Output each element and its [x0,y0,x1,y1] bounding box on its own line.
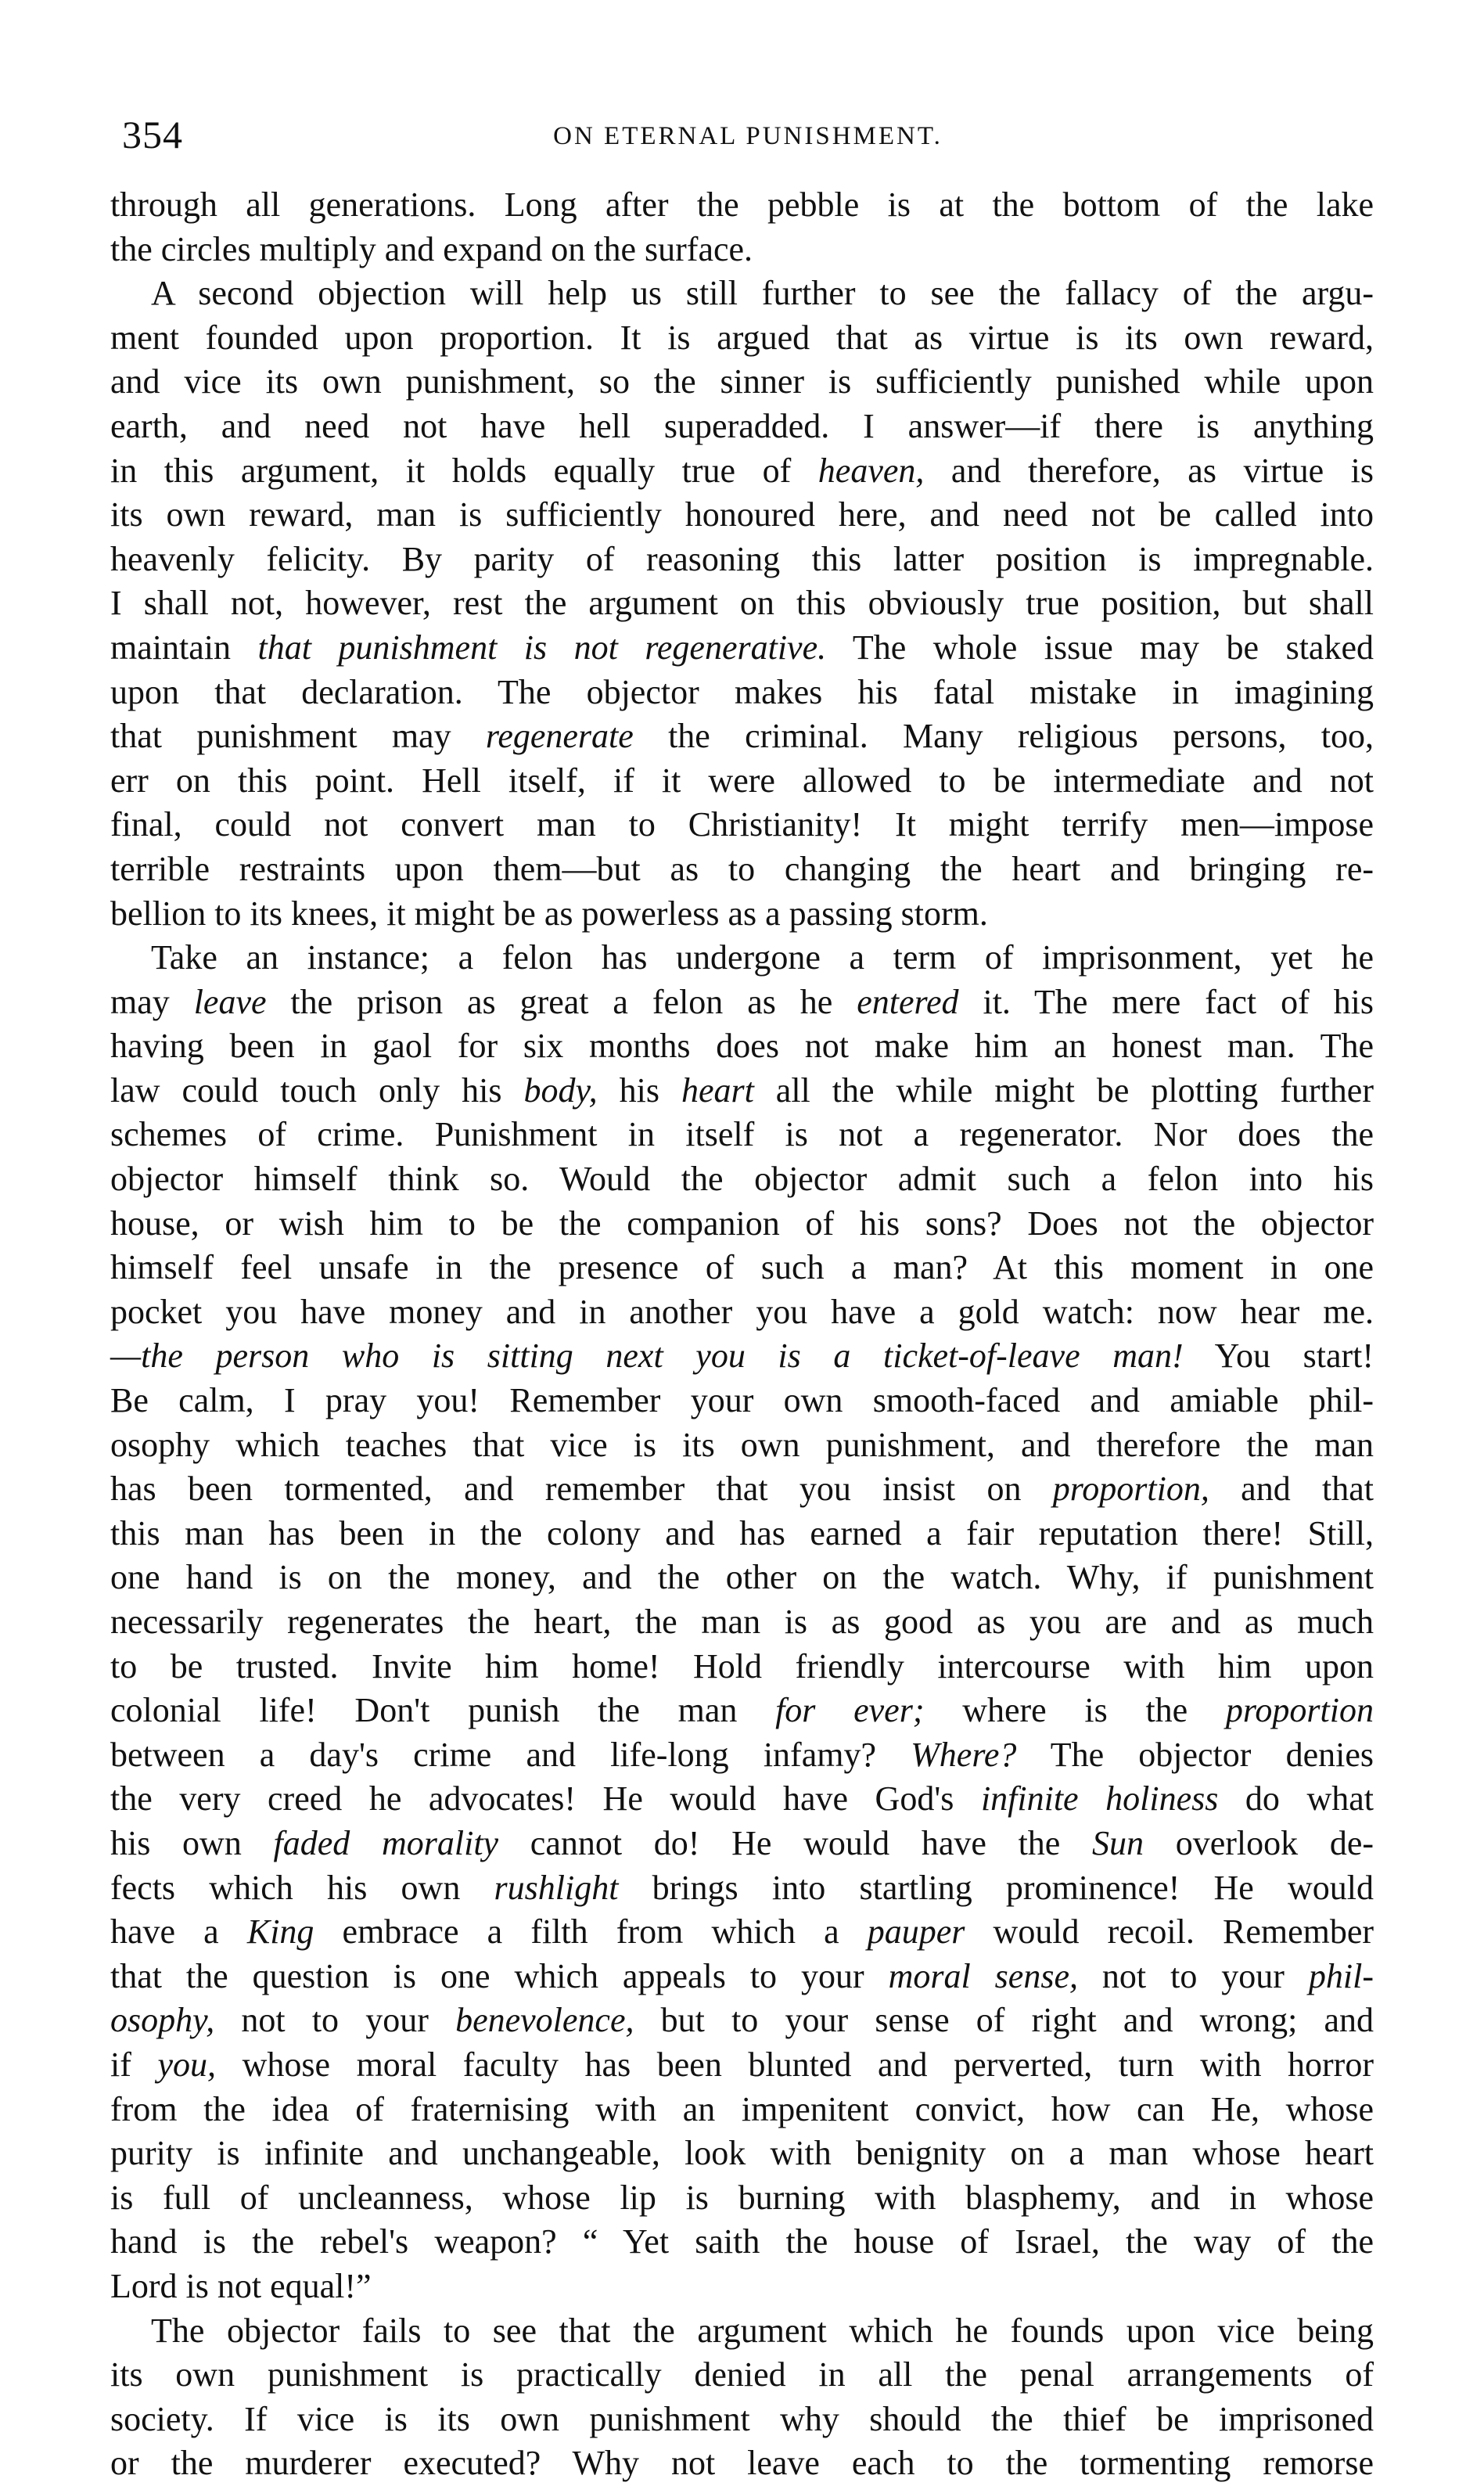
text-line [110,493,1374,538]
italic-text: leave [193,982,267,1021]
text-run: Lord is not equal!” [110,2266,372,2305]
italic-text: for ever; [775,1691,925,1730]
text-run: fects which his own [110,1868,494,1907]
text-run: Take an instance; a felon has undergone a term of imprisonment, yet he [151,938,1374,977]
text-line [110,538,1374,582]
text-run: bellion to its knees, it might be as powerless as a passing storm. [110,894,988,933]
text-line [110,1467,1374,1512]
text-run: brings into startling prominence! He would [618,1868,1374,1907]
text-line [110,2043,1374,2088]
text-run: it. The mere fact of his [958,982,1374,1021]
italic-text: osophy, [110,2001,215,2040]
text-run: is full of uncleanness, whose lip is burning with blasphemy, and in whose [110,2178,1374,2217]
text-run: cannot do! He would have the [498,1823,1093,1862]
text-run: that punishment may [110,717,486,756]
text-run: heavenly felicity. By parity of reasoning this latter position is impregnable. [110,539,1374,578]
running-title: ON ETERNAL PUNISHMENT. [553,122,943,150]
text-run: in this argument, it holds equally true of [110,451,818,490]
text-run: not to your [214,2001,456,2040]
text-line [110,1866,1374,1911]
text-run: that the question is one which appeals to your [110,1956,889,1995]
text-run: terrible restraints upon them—but as to changing the heart and bringing re- [110,849,1374,888]
text-run: and that [1209,1470,1374,1509]
text-run: ment founded upon proportion. It is argued that as virtue is its own reward, [110,318,1374,357]
text-line [110,2441,1374,2486]
text-line [110,1822,1374,1866]
text-line [110,449,1374,494]
text-run: has been tormented, and remember that you insist on [110,1470,1053,1509]
italic-text: heaven, [817,451,925,490]
text-run: pocket you have money and in another you have a gold watch: now hear me. [110,1292,1374,1331]
text-run: not to your [1077,1956,1309,1995]
italic-text: you, [157,2045,216,2084]
text-line [110,671,1374,715]
text-run: do what [1218,1779,1374,1819]
text-run: law could touch only his [110,1070,524,1110]
text-run: and therefore, as virtue is [924,451,1374,490]
text-line [110,1910,1374,1955]
italic-text: benevolence, [455,2001,634,2040]
text-run: maintain [110,628,258,667]
text-line [110,183,1374,228]
text-run: objector himself think so. Would the objector admit such a felon into his [110,1160,1374,1199]
text-line [110,803,1374,847]
text-run: this man has been in the colony and has earned a fair reputation there! Still, [110,1513,1374,1552]
text-line [110,2088,1374,2132]
text-line [110,1689,1374,1733]
text-run: the criminal. Many religious persons, too, [633,717,1374,756]
text-run: its own reward, man is sufficiently honoured here, and need not be called into [110,495,1374,534]
text-line [110,2176,1374,2221]
body-text [110,183,1374,2486]
text-run: one hand is on the money, and the other on the watch. Why, if punishment [110,1558,1374,1597]
text-run: between a day's crime and life-long infamy? [110,1735,911,1774]
text-line [110,1334,1374,1379]
italic-text: regenerate [485,717,634,756]
text-run: hand is the rebel's weapon? “ Yet saith the house of Israel, the way of the [110,2222,1374,2261]
text-line [110,2265,1374,2309]
italic-text: heart [681,1070,754,1110]
text-line [110,1556,1374,1600]
text-line [110,759,1374,804]
italic-text: entered [857,982,959,1021]
text-line [110,581,1374,626]
text-line [110,1290,1374,1335]
text-line [110,360,1374,405]
text-run: from the idea of fraternising with an impenitent convict, how can He, whose [110,2089,1374,2128]
text-run: if [110,2045,158,2084]
text-run: have a [110,1912,247,1952]
italic-text: moral sense, [888,1956,1078,1995]
text-run: to be trusted. Invite him home! Hold friendly intercourse with him upon [110,1646,1374,1686]
text-run: the very creed he advocates! He would have God's [110,1779,981,1819]
text-run: but to your sense of right and wrong; and [634,2001,1374,2040]
text-run: the prison as great a felon as he [266,982,857,1021]
text-line [110,1999,1374,2043]
text-run: overlook de- [1144,1823,1374,1862]
text-line [110,2220,1374,2265]
text-run: The whole issue may be staked [826,628,1374,667]
text-line [110,1600,1374,1645]
italic-text: Sun [1092,1823,1144,1862]
text-run: The objector fails to see that the argument which he founds upon vice being [151,2311,1374,2350]
text-line [110,2353,1374,2398]
text-run: colonial life! Don't punish the man [110,1691,776,1730]
italic-text: —the person who is sitting next you is a ticket-of-leave man! [110,1337,1184,1376]
italic-text: infinite holiness [980,1779,1219,1819]
text-line [110,1955,1374,1999]
text-line [110,1246,1374,1290]
text-line [110,1069,1374,1113]
text-run: his own [110,1823,274,1862]
italic-text: proportion, [1052,1470,1209,1509]
text-line [110,1423,1374,1468]
text-line [110,892,1374,937]
text-run: embrace a filth from which a [314,1912,868,1952]
text-run: final, could not convert man to Christianity! It might terrify men—impose [110,805,1374,844]
page-number: 354 [122,113,183,156]
text-line [110,405,1374,449]
text-run: society. If vice is its own punishment why should the thief be imprisoned [110,2399,1374,2438]
text-run: himself feel unsafe in the presence of such a man? At this moment in one [110,1248,1374,1287]
text-line [110,980,1374,1025]
text-run: upon that declaration. The objector makes his fatal mistake in imagining [110,672,1374,711]
text-line [110,2309,1374,2354]
italic-text: King [246,1912,314,1952]
text-line [110,1113,1374,1157]
text-line [110,1157,1374,1202]
text-run: his [597,1070,681,1110]
text-run: house, or wish him to be the companion of his sons? Does not the objector [110,1203,1374,1243]
text-line [110,847,1374,892]
italic-text: faded morality [273,1823,499,1862]
italic-text: body, [523,1070,598,1110]
text-run: may [110,982,194,1021]
text-line [110,1645,1374,1689]
text-run: The objector denies [1016,1735,1374,1774]
text-line [110,228,1374,272]
text-run: I shall not, however, rest the argument on this obviously true position, but shall [110,584,1374,623]
text-run: and vice its own punishment, so the sinner is sufficiently punished while upon [110,362,1374,401]
text-line [110,1512,1374,1556]
text-run: osophy which teaches that vice is its own punishment, and therefore the man [110,1425,1374,1464]
text-line [110,1024,1374,1069]
italic-text: pauper [867,1912,965,1952]
italic-text: phil- [1308,1956,1374,1995]
text-run: having been in gaol for six months does not make him an honest man. The [110,1027,1374,1066]
italic-text: that punishment is not regenerative. [257,628,827,667]
text-run: err on this point. Hell itself, if it were allowed to be intermediate and not [110,761,1374,800]
text-line [110,2398,1374,2442]
text-run: You start! [1183,1337,1374,1376]
text-run: all the while might be plotting further [753,1070,1374,1110]
text-line [110,2132,1374,2176]
italic-text: rushlight [494,1868,619,1907]
text-run: or the murderer executed? Why not leave each to the tormenting remorse [110,2444,1374,2483]
text-run: earth, and need not have hell superadded. I answer—if there is anything [110,406,1374,445]
text-run: its own punishment is practically denied in all the penal arrangements of [110,2355,1374,2394]
text-line [110,272,1374,316]
text-line [110,1733,1374,1778]
text-run: A second objection will help us still further to see the fallacy of the argu- [151,274,1374,313]
text-run: through all generations. Long after the pebble is at the bottom of the lake [110,185,1374,224]
text-run: where is the [924,1691,1226,1730]
text-run: whose moral faculty has been blunted and perverted, turn with horror [216,2045,1374,2084]
text-line [110,1202,1374,1247]
text-run: the circles multiply and expand on the surface. [110,229,753,268]
text-line [110,626,1374,671]
text-line [110,1379,1374,1423]
text-run: Be calm, I pray you! Remember your own smooth-faced and amiable phil- [110,1381,1374,1420]
text-run: would recoil. Remember [965,1912,1374,1952]
text-line [110,1777,1374,1822]
text-run: schemes of crime. Punishment in itself is not a regenerator. Nor does the [110,1115,1374,1154]
page-header [122,111,1374,158]
text-run: necessarily regenerates the heart, the man is as good as you are and as much [110,1603,1374,1641]
italic-text: proportion [1225,1691,1374,1730]
text-line [110,316,1374,361]
text-line [110,936,1374,980]
text-run: purity is infinite and unchangeable, look with benignity on a man whose heart [110,2134,1374,2173]
italic-text: Where? [911,1735,1017,1774]
text-line [110,714,1374,759]
